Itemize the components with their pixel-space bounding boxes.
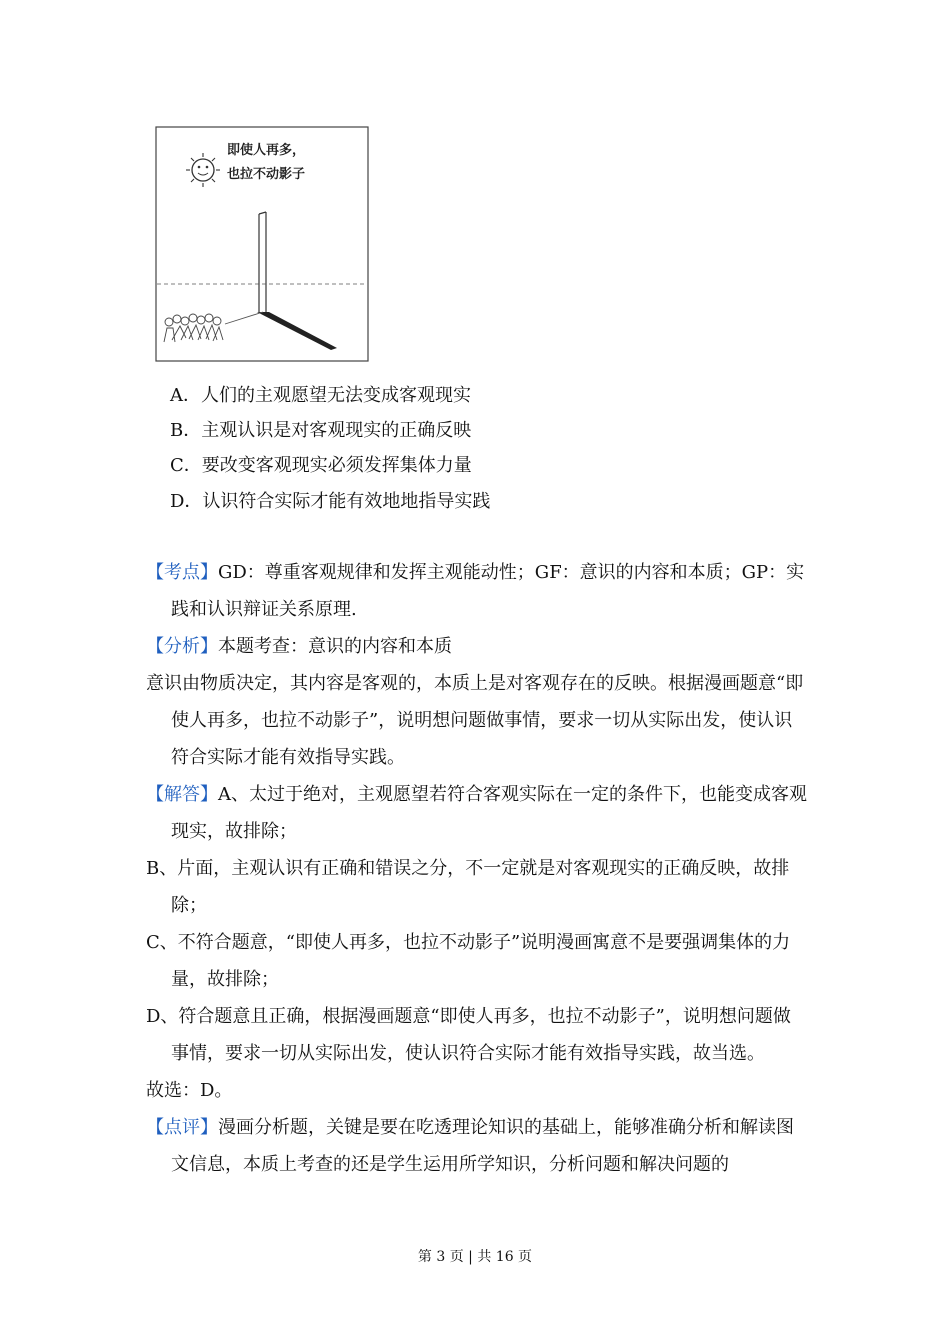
jieda-paragraph [146,776,808,850]
fenxi-paragraph [146,628,808,665]
option-c [170,453,472,479]
jieda-tag: 【解答】 [146,784,218,805]
page-footer: 第 3 页 | 共 16 页 [417,1249,533,1265]
jieda-d-text: D、符合题意且正确，根据漫画题意“即使人再多，也拉不动影子”，说明想问题做事情，要求一切从实际出发，使认识符合实际才能有效指导实践，故当选。 [146,1006,791,1064]
option-b [170,418,471,444]
kaodian-paragraph [146,554,808,628]
cartoon-caption-1: 即使人再多， [227,143,306,158]
option-c-letter: C． [170,455,202,476]
fenxi-tag: 【分析】 [146,636,218,657]
cartoon-caption-2: 也拉不动影子 [227,167,306,182]
option-d-text: 认识符合实际才能有效地地指导实践 [202,491,491,512]
answer-text: 故选：D。 [146,1080,233,1101]
cartoon-figure [155,126,369,362]
option-d [170,489,490,515]
jieda-b-text: B、片面，主观认识有正确和错误之分，不一定就是对客观现实的正确反映，故排除； [146,858,790,916]
kaodian-text: GD：尊重客观规律和发挥主观能动性；GF：意识的内容和本质；GP：实践和认识辩证关系原理. [171,562,805,620]
dianping-paragraph [146,1109,808,1183]
option-a-letter: A． [170,385,201,406]
option-b-letter: B． [170,420,202,441]
jieda-a-text: A、太过于绝对，主观愿望若符合客观实际在一定的条件下，也能变成客观现实，故排除； [171,784,807,842]
dianping-tag: 【点评】 [146,1117,218,1138]
fenxi-text: 本题考查：意识的内容和本质 [218,636,452,657]
fenxi-body: 意识由物质决定，其内容是客观的，本质上是对客观存在的反映。根据漫画题意“即使人再多，也拉不动影子”，说明想问题做事情，要求一切从实际出发，使认识符合实际才能有效指导实践。 [146,673,804,768]
option-c-text: 要改变客观现实必须发挥集体力量 [201,455,472,476]
option-d-letter: D． [170,491,203,512]
dianping-text: 漫画分析题，关键是要在吃透理论知识的基础上，能够准确分析和解读图文信息，本质上考查的还是学生运用所学知识，分析问题和解决问题的 [171,1117,794,1175]
jieda-c-text: C、不符合题意，“即使人再多，也拉不动影子”说明漫画寓意不是要强调集体的力量，故排除； [146,932,791,990]
option-a [170,383,471,409]
kaodian-tag: 【考点】 [146,562,218,583]
solution-section [146,554,808,1183]
option-b-text: 主观认识是对客观现实的正确反映 [201,420,472,441]
option-a-text: 人们的主观愿望无法变成客观现实 [201,385,471,406]
